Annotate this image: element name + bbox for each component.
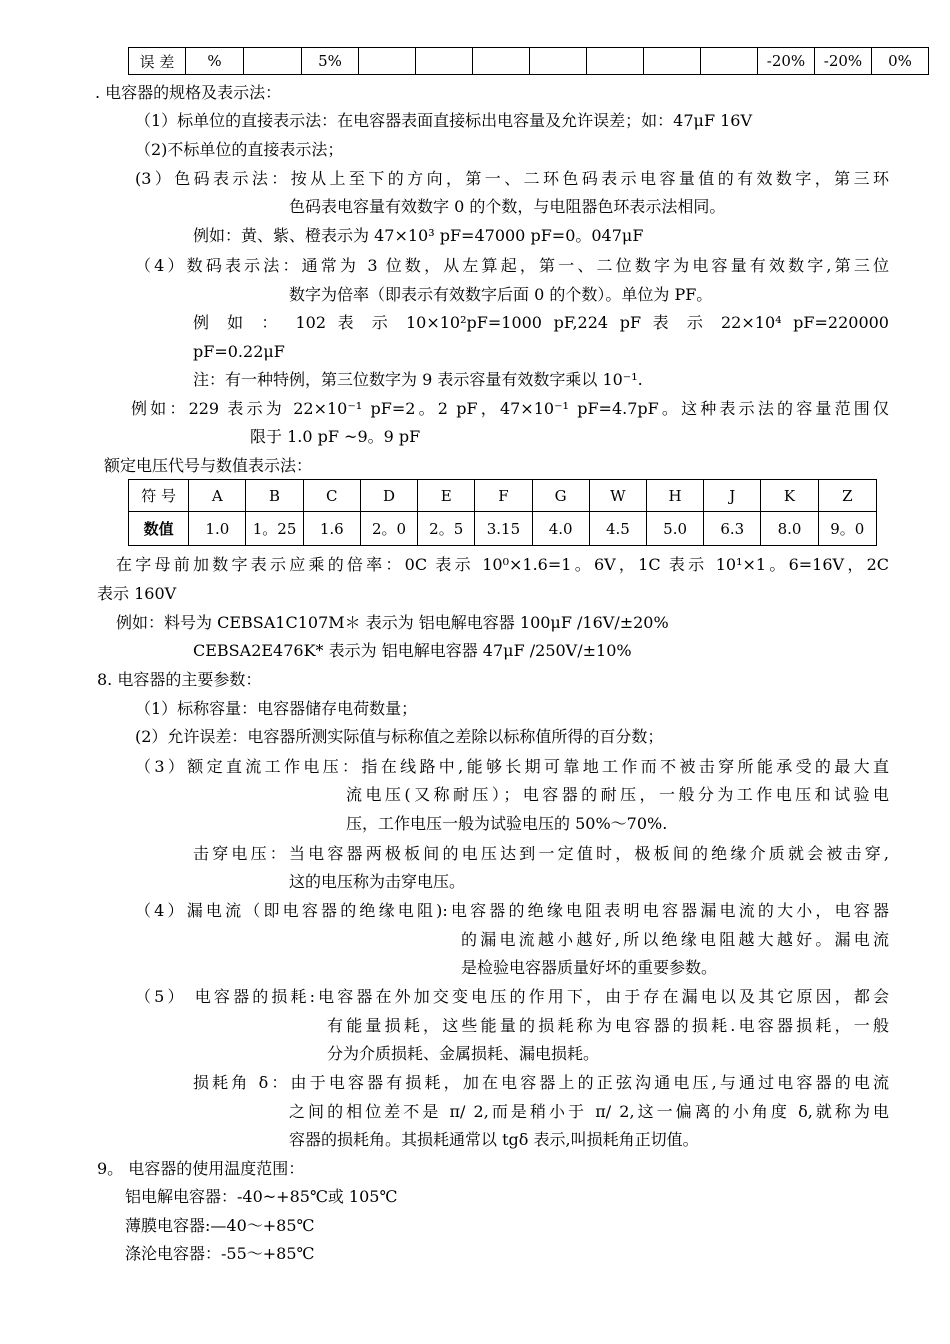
error-cell (416, 48, 473, 75)
paragraph-line: 流电压(又称耐压）；电容器的耐压，一般分为工作电压和试验电 (346, 785, 889, 804)
error-cell: % (186, 48, 244, 75)
temperature-line: 薄膜电容器:—40～+85℃ (125, 1216, 315, 1235)
symbol-cell: K (761, 480, 818, 512)
symbol-cell: F (475, 480, 532, 512)
section-heading: 9。 电容器的使用温度范围： (97, 1159, 305, 1178)
value-cell: 3.15 (475, 512, 532, 546)
paragraph-line: 数字为倍率（即表示有效数字后面 0 的个数）。单位为 PF。 (289, 285, 713, 304)
error-table (128, 47, 929, 75)
error-cell (473, 48, 530, 75)
error-row-label: 误 差 (129, 48, 186, 75)
example-line: 例如：黄、紫、橙表示为 47×10³ pF=47000 pF=0。047μF (193, 226, 644, 245)
example-line: 限于 1.0 pF ~9。9 pF (250, 427, 421, 446)
error-cell (587, 48, 644, 75)
symbol-cell: C (303, 480, 360, 512)
error-cell (359, 48, 416, 75)
paragraph-line: (3）色码表示法：按从上至下的方向，第一、二环色码表示电容量值的有效数字，第三环 (135, 169, 889, 188)
error-cell (701, 48, 758, 75)
paragraph-line: （1）标单位的直接表示法：在电容器表面直接标出电容量及允许误差；如：47μF 16V (135, 111, 753, 130)
example-line: pF=0.22μF (193, 342, 285, 361)
paragraph-line: 的漏电流越小越好,所以绝缘电阻越大越好。漏电流 (461, 930, 889, 949)
error-cell: -20% (758, 48, 815, 75)
error-cell (644, 48, 701, 75)
symbol-cell: W (589, 480, 646, 512)
example-line: 例 如 ： 102 表 示 10×10²pF=1000 pF,224 pF 表 示 22×10⁴ pF=220000 (193, 313, 889, 332)
error-cell: 0% (872, 48, 929, 75)
paragraph-line: 压，工作电压一般为试验电压的 50%～70%. (346, 814, 668, 833)
paragraph-line: （4）数码表示法：通常为 3 位数，从左算起，第一、二位数字为电容量有效数字,第三位 (135, 256, 889, 275)
value-cell: 9。0 (818, 512, 876, 546)
value-label: 数值 (129, 512, 189, 546)
value-cell: 5.0 (646, 512, 703, 546)
example-line: CEBSA2E476K* 表示为 铝电解电容器 47μF /250V/±10% (193, 641, 632, 660)
table-caption: 额定电压代号与数值表示法： (104, 456, 313, 475)
paragraph-line: (2）允许误差：电容器所测实际值与标称值之差除以标称值所得的百分数； (135, 727, 664, 746)
paragraph-line: （2)不标单位的直接表示法； (135, 140, 344, 159)
value-cell: 1.6 (303, 512, 360, 546)
value-cell: 2。0 (360, 512, 417, 546)
value-cell: 1。25 (246, 512, 303, 546)
paragraph-line: （1）标称容量：电容器储存电荷数量； (135, 699, 418, 718)
paragraph-line: 击穿电压：当电容器两极板间的电压达到一定值时，极板间的绝缘介质就会被击穿, (193, 844, 889, 863)
symbol-cell: A (189, 480, 246, 512)
symbol-cell: D (360, 480, 417, 512)
error-cell (530, 48, 587, 75)
paragraph-line: （3）额定直流工作电压：指在线路中,能够长期可靠地工作而不被击穿所能承受的最大直 (135, 757, 889, 776)
paragraph-line: 损耗角 δ：由于电容器有损耗，加在电容器上的正弦沟通电压,与通过电容器的电流 (193, 1073, 889, 1092)
symbol-cell: G (532, 480, 589, 512)
example-line: 例如：料号为 CEBSA1C107M＊ 表示为 铝电解电容器 100μF /16V/±20% (116, 613, 669, 632)
symbol-cell: B (246, 480, 303, 512)
paragraph-line: 分为介质损耗、金属损耗、漏电损耗。 (327, 1044, 600, 1063)
error-cell: 5% (302, 48, 359, 75)
temperature-line: 铝电解电容器：-40~+85℃或 105℃ (125, 1187, 398, 1206)
temperature-line: 涤沦电容器：-55～+85℃ (125, 1244, 315, 1263)
error-row (129, 48, 929, 75)
symbol-cell: J (704, 480, 761, 512)
value-row (129, 512, 877, 546)
symbol-label: 符 号 (129, 480, 189, 512)
paragraph-line: 容器的损耗角。其损耗通常以 tgδ 表示,叫损耗角正切值。 (289, 1130, 699, 1149)
paragraph-line: （4）漏电流（即电容器的绝缘电阻):电容器的绝缘电阻表明电容器漏电流的大小，电容器 (135, 901, 889, 920)
value-cell: 4.5 (589, 512, 646, 546)
paragraph-line: 色码表电容量有效数字 0 的个数，与电阻器色环表示法相同。 (289, 197, 726, 216)
value-cell: 1.0 (189, 512, 246, 546)
note-line: 注：有一种特例，第三位数字为 9 表示容量有效数字乘以 10⁻¹. (193, 370, 643, 389)
example-line: 例如：229 表示为 22×10⁻¹ pF=2。2 pF，47×10⁻¹ pF=4.7pF。这种表示法的容量范围仅 (131, 399, 889, 418)
error-cell: -20% (815, 48, 872, 75)
paragraph-line: 在字母前加数字表示应乘的倍率：0C 表示 10⁰×1.6=1。6V，1C 表示 10¹×1。6=16V，2C (116, 555, 889, 574)
symbol-cell: H (646, 480, 703, 512)
paragraph-line: 是检验电容器质量好坏的重要参数。 (461, 958, 718, 977)
symbol-cell: E (418, 480, 475, 512)
error-cell (244, 48, 302, 75)
paragraph-line: 有能量损耗，这些能量的损耗称为电容器的损耗.电容器损耗，一般 (327, 1016, 889, 1035)
section-heading: 8. 电容器的主要参数： (97, 670, 262, 689)
value-cell: 8.0 (761, 512, 818, 546)
paragraph-line: （5） 电容器的损耗:电容器在外加交变电压的作用下，由于存在漏电以及其它原因，都会 (135, 987, 889, 1006)
paragraph-line: 这的电压称为击穿电压。 (289, 872, 466, 891)
value-cell: 4.0 (532, 512, 589, 546)
value-cell: 2。5 (418, 512, 475, 546)
paragraph-line: 表示 160V (97, 584, 177, 603)
paragraph-line: 之间的相位差不是 π/ 2,而是稍小于 π/ 2,这一偏离的小角度 δ,就称为电 (289, 1102, 889, 1121)
symbol-row (129, 480, 877, 512)
section-heading: . 电容器的规格及表示法： (95, 83, 282, 102)
symbol-cell: Z (818, 480, 876, 512)
voltage-code-table (128, 479, 877, 546)
value-cell: 6.3 (704, 512, 761, 546)
